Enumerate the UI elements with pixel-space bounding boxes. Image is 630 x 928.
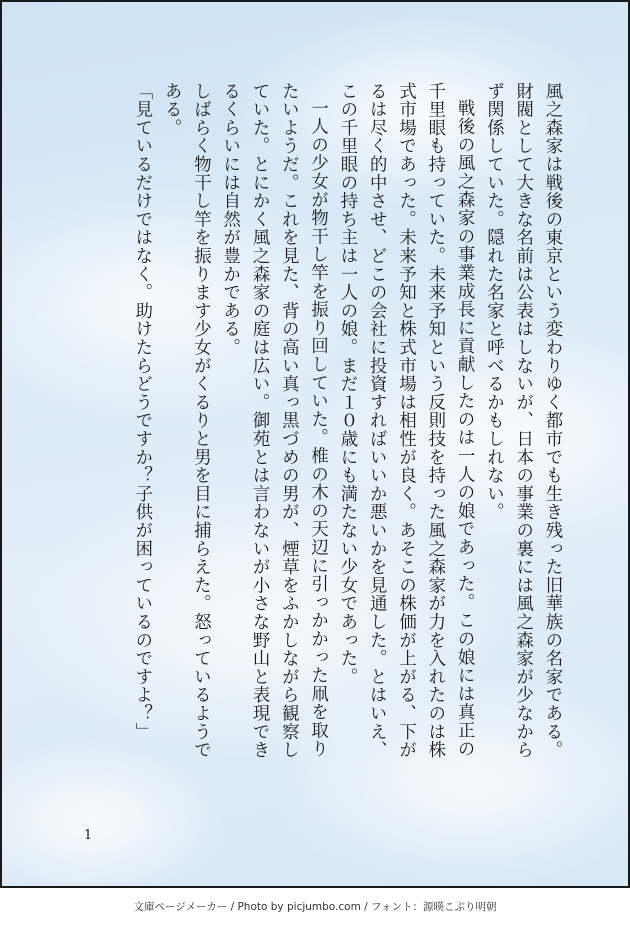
footer-credit: 文庫ページメーカー / Photo by picjumbo.com / フォント：源暎こぶり明朝 [133, 901, 497, 913]
paragraph: 戦後の風之森家の事業成長に貢献したのは一人の娘であった。この娘には真正の千里眼も持っていた。未来予知という反則技を持った風之森家が力を入れたのは株式市場であった。未来予知と株式市場は相性が良く。あそこの株価が上がる、下がるは尽く的中させ、どこの会社に投資すればいいか悪いかを見通した。とはいえ、この千里眼の持ち主は一人の娘。まだ１０歳にも満たない少女であった。 [336, 82, 475, 760]
dialogue-line: 「見ているだけではなく。助けたらどうですか？子供が困っているのですよ？」 [131, 82, 152, 741]
vertical-text-body [127, 82, 566, 772]
paragraph: 一人の少女が物干し竿を振り回していた。椎の木の天辺に引っかかった凧を取りたいようだ。これを見た、背の高い真っ黒づめの男が、煙草をふかしながら観察していた。とにかく風之森家の庭は広い。御苑とは言わないが小さな野山と表現できるくらいには自然が豊かである。 [219, 82, 328, 760]
paragraph: 風之森家は戦後の東京という変わりゆく都市でも生き残った旧華族の名家である。財閥として大きな名前は公表はしないが、日本の事業の裏には風之森家が少なからず関係していた。隠れた名家と呼べるかもしれない。 [483, 82, 562, 760]
page-number: 1 [83, 828, 93, 843]
paragraph: しばらく物干し竿を振ります少女がくるりと男を目に捕らえた。怒っているようである。 [161, 82, 211, 760]
